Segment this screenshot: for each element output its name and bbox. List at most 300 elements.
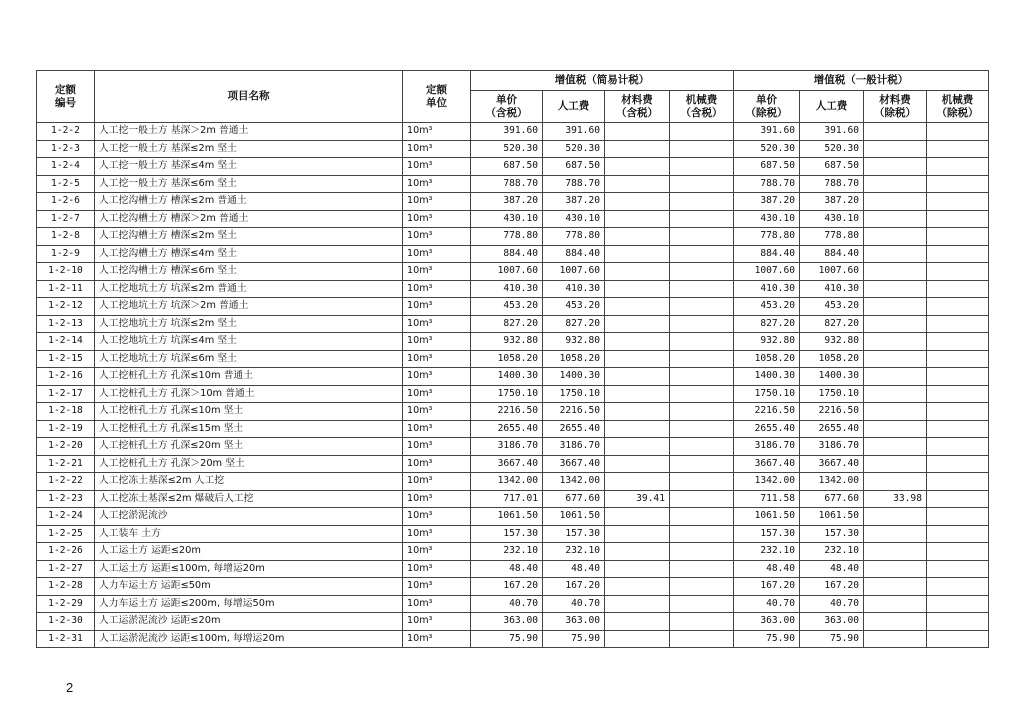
row-unit: 10m³ bbox=[403, 385, 471, 403]
row-unit: 10m³ bbox=[403, 490, 471, 508]
row-unit: 10m³ bbox=[403, 245, 471, 263]
header-group-general-tax: 增值税（一般计税） bbox=[734, 71, 989, 91]
row-name: 人工挖地坑土方 坑深＞2m 普通土 bbox=[95, 298, 403, 316]
row-general-price: 1750.10 bbox=[734, 385, 800, 403]
row-simple-labor: 2655.40 bbox=[543, 420, 605, 438]
row-general-machine bbox=[927, 595, 989, 613]
row-code: 1-2-18 bbox=[37, 403, 95, 421]
row-general-labor: 827.20 bbox=[800, 315, 864, 333]
row-general-material bbox=[864, 455, 927, 473]
row-general-labor: 3667.40 bbox=[800, 455, 864, 473]
row-general-labor: 157.30 bbox=[800, 525, 864, 543]
row-name: 人工挖冻土基深≤2m 人工挖 bbox=[95, 473, 403, 491]
header-name: 项目名称 bbox=[95, 71, 403, 123]
row-code: 1-2-11 bbox=[37, 280, 95, 298]
row-general-machine bbox=[927, 193, 989, 211]
row-unit: 10m³ bbox=[403, 508, 471, 526]
table-row bbox=[37, 455, 989, 473]
row-code: 1-2-19 bbox=[37, 420, 95, 438]
row-general-material bbox=[864, 333, 927, 351]
row-simple-labor: 40.70 bbox=[543, 595, 605, 613]
row-simple-machine bbox=[670, 455, 734, 473]
row-code: 1-2-15 bbox=[37, 350, 95, 368]
row-name: 人工挖桩孔土方 孔深≤10m 坚土 bbox=[95, 403, 403, 421]
row-general-material bbox=[864, 578, 927, 596]
row-general-price: 40.70 bbox=[734, 595, 800, 613]
table-row bbox=[37, 140, 989, 158]
row-unit: 10m³ bbox=[403, 175, 471, 193]
row-general-labor: 687.50 bbox=[800, 158, 864, 176]
table-row bbox=[37, 315, 989, 333]
row-simple-price: 827.20 bbox=[471, 315, 543, 333]
row-general-labor: 391.60 bbox=[800, 123, 864, 141]
row-simple-price: 687.50 bbox=[471, 158, 543, 176]
row-simple-material bbox=[605, 473, 670, 491]
row-code: 1-2-10 bbox=[37, 263, 95, 281]
row-code: 1-2-28 bbox=[37, 578, 95, 596]
row-general-price: 453.20 bbox=[734, 298, 800, 316]
table-row bbox=[37, 175, 989, 193]
row-general-machine bbox=[927, 350, 989, 368]
row-simple-material bbox=[605, 438, 670, 456]
row-simple-price: 167.20 bbox=[471, 578, 543, 596]
row-general-material bbox=[864, 350, 927, 368]
table-row bbox=[37, 560, 989, 578]
row-simple-price: 2216.50 bbox=[471, 403, 543, 421]
row-unit: 10m³ bbox=[403, 368, 471, 386]
row-general-price: 827.20 bbox=[734, 315, 800, 333]
row-name: 人工挖桩孔土方 孔深≤20m 坚土 bbox=[95, 438, 403, 456]
row-simple-machine bbox=[670, 490, 734, 508]
row-simple-price: 232.10 bbox=[471, 543, 543, 561]
row-simple-labor: 1342.00 bbox=[543, 473, 605, 491]
row-code: 1-2-7 bbox=[37, 210, 95, 228]
row-code: 1-2-20 bbox=[37, 438, 95, 456]
row-general-machine bbox=[927, 630, 989, 648]
row-simple-machine bbox=[670, 350, 734, 368]
row-code: 1-2-25 bbox=[37, 525, 95, 543]
row-unit: 10m³ bbox=[403, 403, 471, 421]
row-general-machine bbox=[927, 175, 989, 193]
row-simple-material bbox=[605, 630, 670, 648]
row-simple-machine bbox=[670, 385, 734, 403]
row-name: 人工挖地坑土方 坑深≤2m 坚土 bbox=[95, 315, 403, 333]
row-general-material: 33.98 bbox=[864, 490, 927, 508]
row-simple-machine bbox=[670, 210, 734, 228]
row-simple-labor: 827.20 bbox=[543, 315, 605, 333]
row-simple-labor: 788.70 bbox=[543, 175, 605, 193]
row-simple-material bbox=[605, 175, 670, 193]
table-row bbox=[37, 613, 989, 631]
row-name: 人工挖沟槽土方 槽深＞2m 普通土 bbox=[95, 210, 403, 228]
row-general-machine bbox=[927, 140, 989, 158]
row-general-price: 2655.40 bbox=[734, 420, 800, 438]
row-code: 1-2-27 bbox=[37, 560, 95, 578]
row-simple-material bbox=[605, 560, 670, 578]
row-simple-material bbox=[605, 368, 670, 386]
row-simple-price: 1342.00 bbox=[471, 473, 543, 491]
row-general-price: 387.20 bbox=[734, 193, 800, 211]
row-code: 1-2-24 bbox=[37, 508, 95, 526]
row-name: 人工挖桩孔土方 孔深＞10m 普通土 bbox=[95, 385, 403, 403]
row-general-labor: 884.40 bbox=[800, 245, 864, 263]
row-simple-price: 788.70 bbox=[471, 175, 543, 193]
row-simple-material bbox=[605, 263, 670, 281]
row-simple-machine bbox=[670, 315, 734, 333]
row-general-machine bbox=[927, 123, 989, 141]
row-simple-machine bbox=[670, 140, 734, 158]
row-simple-price: 391.60 bbox=[471, 123, 543, 141]
row-simple-labor: 1061.50 bbox=[543, 508, 605, 526]
row-simple-material bbox=[605, 420, 670, 438]
row-simple-labor: 1058.20 bbox=[543, 350, 605, 368]
row-simple-labor: 687.50 bbox=[543, 158, 605, 176]
row-general-material bbox=[864, 298, 927, 316]
row-name: 人工挖沟槽土方 槽深≤6m 坚土 bbox=[95, 263, 403, 281]
row-name: 人工挖地坑土方 坑深≤4m 坚土 bbox=[95, 333, 403, 351]
row-general-price: 391.60 bbox=[734, 123, 800, 141]
row-general-machine bbox=[927, 228, 989, 246]
row-simple-material bbox=[605, 508, 670, 526]
row-general-labor: 1058.20 bbox=[800, 350, 864, 368]
row-simple-labor: 157.30 bbox=[543, 525, 605, 543]
row-simple-machine bbox=[670, 578, 734, 596]
table-row bbox=[37, 525, 989, 543]
row-simple-machine bbox=[670, 280, 734, 298]
row-general-machine bbox=[927, 315, 989, 333]
row-code: 1-2-26 bbox=[37, 543, 95, 561]
row-general-material bbox=[864, 193, 927, 211]
row-general-machine bbox=[927, 298, 989, 316]
row-general-material bbox=[864, 560, 927, 578]
row-simple-material bbox=[605, 298, 670, 316]
row-simple-machine bbox=[670, 245, 734, 263]
row-name: 人力车运土方 运距≤200m, 每增运50m bbox=[95, 595, 403, 613]
row-general-material bbox=[864, 385, 927, 403]
quota-table bbox=[36, 70, 989, 648]
row-general-labor: 1007.60 bbox=[800, 263, 864, 281]
row-general-material bbox=[864, 473, 927, 491]
row-simple-labor: 48.40 bbox=[543, 560, 605, 578]
row-simple-machine bbox=[670, 508, 734, 526]
row-simple-labor: 232.10 bbox=[543, 543, 605, 561]
row-name: 人工挖一般土方 基深≤2m 坚土 bbox=[95, 140, 403, 158]
row-simple-machine bbox=[670, 368, 734, 386]
row-simple-price: 2655.40 bbox=[471, 420, 543, 438]
row-simple-material bbox=[605, 525, 670, 543]
row-simple-price: 3667.40 bbox=[471, 455, 543, 473]
row-simple-labor: 410.30 bbox=[543, 280, 605, 298]
row-general-material bbox=[864, 228, 927, 246]
row-general-machine bbox=[927, 508, 989, 526]
row-general-machine bbox=[927, 613, 989, 631]
row-simple-material bbox=[605, 228, 670, 246]
row-general-labor: 788.70 bbox=[800, 175, 864, 193]
row-name: 人工挖地坑土方 坑深≤2m 普通土 bbox=[95, 280, 403, 298]
row-general-machine bbox=[927, 403, 989, 421]
row-simple-machine bbox=[670, 298, 734, 316]
row-general-price: 1342.00 bbox=[734, 473, 800, 491]
table-row bbox=[37, 298, 989, 316]
row-unit: 10m³ bbox=[403, 543, 471, 561]
table-row bbox=[37, 245, 989, 263]
row-simple-machine bbox=[670, 438, 734, 456]
row-general-labor: 387.20 bbox=[800, 193, 864, 211]
row-simple-material: 39.41 bbox=[605, 490, 670, 508]
row-unit: 10m³ bbox=[403, 210, 471, 228]
row-general-price: 410.30 bbox=[734, 280, 800, 298]
row-general-labor: 167.20 bbox=[800, 578, 864, 596]
row-general-price: 932.80 bbox=[734, 333, 800, 351]
row-name: 人工挖冻土基深≤2m 爆破后人工挖 bbox=[95, 490, 403, 508]
row-name: 人工挖桩孔土方 孔深≤10m 普通土 bbox=[95, 368, 403, 386]
table-row bbox=[37, 420, 989, 438]
row-simple-price: 778.80 bbox=[471, 228, 543, 246]
row-general-material bbox=[864, 263, 927, 281]
row-general-labor: 363.00 bbox=[800, 613, 864, 631]
row-general-labor: 3186.70 bbox=[800, 438, 864, 456]
header-general-price: 单价 （除税） bbox=[734, 91, 800, 123]
row-general-machine bbox=[927, 368, 989, 386]
row-general-machine bbox=[927, 525, 989, 543]
row-general-machine bbox=[927, 578, 989, 596]
row-general-price: 232.10 bbox=[734, 543, 800, 561]
row-general-labor: 1750.10 bbox=[800, 385, 864, 403]
row-unit: 10m³ bbox=[403, 298, 471, 316]
table-row bbox=[37, 280, 989, 298]
row-simple-material bbox=[605, 350, 670, 368]
row-code: 1-2-23 bbox=[37, 490, 95, 508]
row-simple-machine bbox=[670, 333, 734, 351]
row-unit: 10m³ bbox=[403, 333, 471, 351]
row-general-price: 1061.50 bbox=[734, 508, 800, 526]
row-code: 1-2-30 bbox=[37, 613, 95, 631]
row-general-labor: 410.30 bbox=[800, 280, 864, 298]
row-general-labor: 40.70 bbox=[800, 595, 864, 613]
table-row bbox=[37, 210, 989, 228]
header-general-labor: 人工费 bbox=[800, 91, 864, 123]
row-code: 1-2-16 bbox=[37, 368, 95, 386]
row-simple-labor: 3186.70 bbox=[543, 438, 605, 456]
table-row bbox=[37, 350, 989, 368]
row-simple-labor: 778.80 bbox=[543, 228, 605, 246]
header-row-top bbox=[37, 71, 989, 91]
table-row bbox=[37, 438, 989, 456]
header-unit: 定额 单位 bbox=[403, 71, 471, 123]
row-name: 人工挖一般土方 基深≤4m 坚土 bbox=[95, 158, 403, 176]
row-unit: 10m³ bbox=[403, 455, 471, 473]
row-simple-material bbox=[605, 578, 670, 596]
row-code: 1-2-31 bbox=[37, 630, 95, 648]
row-simple-material bbox=[605, 140, 670, 158]
table-body bbox=[37, 123, 989, 648]
row-simple-material bbox=[605, 158, 670, 176]
row-unit: 10m³ bbox=[403, 420, 471, 438]
row-simple-price: 1007.60 bbox=[471, 263, 543, 281]
row-simple-machine bbox=[670, 560, 734, 578]
row-general-price: 48.40 bbox=[734, 560, 800, 578]
row-simple-price: 157.30 bbox=[471, 525, 543, 543]
row-simple-material bbox=[605, 245, 670, 263]
row-general-labor: 2655.40 bbox=[800, 420, 864, 438]
row-unit: 10m³ bbox=[403, 473, 471, 491]
row-simple-price: 453.20 bbox=[471, 298, 543, 316]
row-general-material bbox=[864, 508, 927, 526]
header-simple-material: 材料费 （含税） bbox=[605, 91, 670, 123]
row-simple-material bbox=[605, 193, 670, 211]
row-simple-material bbox=[605, 385, 670, 403]
row-simple-labor: 1007.60 bbox=[543, 263, 605, 281]
table-row bbox=[37, 595, 989, 613]
row-general-machine bbox=[927, 420, 989, 438]
row-general-material bbox=[864, 315, 927, 333]
row-unit: 10m³ bbox=[403, 193, 471, 211]
table-row bbox=[37, 543, 989, 561]
row-general-material bbox=[864, 595, 927, 613]
row-simple-price: 1058.20 bbox=[471, 350, 543, 368]
row-code: 1-2-5 bbox=[37, 175, 95, 193]
row-general-labor: 520.30 bbox=[800, 140, 864, 158]
row-general-price: 75.90 bbox=[734, 630, 800, 648]
row-simple-machine bbox=[670, 403, 734, 421]
row-simple-machine bbox=[670, 263, 734, 281]
row-code: 1-2-13 bbox=[37, 315, 95, 333]
header-group-simple-tax: 增值税（简易计税） bbox=[471, 71, 734, 91]
row-simple-machine bbox=[670, 595, 734, 613]
row-general-material bbox=[864, 245, 927, 263]
table-row bbox=[37, 333, 989, 351]
row-name: 人工运淤泥流沙 运距≤100m, 每增运20m bbox=[95, 630, 403, 648]
row-simple-price: 430.10 bbox=[471, 210, 543, 228]
table-row bbox=[37, 158, 989, 176]
row-general-price: 778.80 bbox=[734, 228, 800, 246]
row-unit: 10m³ bbox=[403, 595, 471, 613]
row-unit: 10m³ bbox=[403, 560, 471, 578]
row-simple-labor: 363.00 bbox=[543, 613, 605, 631]
row-general-price: 1007.60 bbox=[734, 263, 800, 281]
row-code: 1-2-12 bbox=[37, 298, 95, 316]
row-code: 1-2-22 bbox=[37, 473, 95, 491]
row-general-price: 3667.40 bbox=[734, 455, 800, 473]
table-row bbox=[37, 490, 989, 508]
row-unit: 10m³ bbox=[403, 350, 471, 368]
row-unit: 10m³ bbox=[403, 525, 471, 543]
row-simple-price: 410.30 bbox=[471, 280, 543, 298]
row-simple-machine bbox=[670, 613, 734, 631]
row-simple-labor: 391.60 bbox=[543, 123, 605, 141]
row-name: 人工挖一般土方 基深＞2m 普通土 bbox=[95, 123, 403, 141]
header-simple-price: 单价 （含税） bbox=[471, 91, 543, 123]
row-general-material bbox=[864, 158, 927, 176]
row-name: 人工挖桩孔土方 孔深≤15m 坚土 bbox=[95, 420, 403, 438]
row-simple-material bbox=[605, 455, 670, 473]
row-code: 1-2-8 bbox=[37, 228, 95, 246]
row-simple-labor: 1750.10 bbox=[543, 385, 605, 403]
row-general-machine bbox=[927, 263, 989, 281]
row-name: 人工挖沟槽土方 槽深≤2m 普通土 bbox=[95, 193, 403, 211]
row-general-material bbox=[864, 140, 927, 158]
row-simple-machine bbox=[670, 193, 734, 211]
row-unit: 10m³ bbox=[403, 630, 471, 648]
row-general-material bbox=[864, 403, 927, 421]
row-general-labor: 677.60 bbox=[800, 490, 864, 508]
row-simple-machine bbox=[670, 228, 734, 246]
row-general-labor: 232.10 bbox=[800, 543, 864, 561]
row-general-labor: 48.40 bbox=[800, 560, 864, 578]
row-general-price: 3186.70 bbox=[734, 438, 800, 456]
row-simple-machine bbox=[670, 525, 734, 543]
row-simple-price: 40.70 bbox=[471, 595, 543, 613]
row-general-labor: 1400.30 bbox=[800, 368, 864, 386]
row-simple-price: 387.20 bbox=[471, 193, 543, 211]
row-unit: 10m³ bbox=[403, 280, 471, 298]
row-general-machine bbox=[927, 543, 989, 561]
row-general-material bbox=[864, 630, 927, 648]
header-code: 定额 编号 bbox=[37, 71, 95, 123]
row-simple-price: 363.00 bbox=[471, 613, 543, 631]
table-row bbox=[37, 385, 989, 403]
row-simple-labor: 387.20 bbox=[543, 193, 605, 211]
row-general-machine bbox=[927, 158, 989, 176]
table-row bbox=[37, 263, 989, 281]
row-general-labor: 1061.50 bbox=[800, 508, 864, 526]
row-simple-material bbox=[605, 210, 670, 228]
row-simple-price: 1061.50 bbox=[471, 508, 543, 526]
row-simple-material bbox=[605, 543, 670, 561]
row-name: 人工运土方 运距≤20m bbox=[95, 543, 403, 561]
row-general-machine bbox=[927, 385, 989, 403]
row-code: 1-2-4 bbox=[37, 158, 95, 176]
row-name: 人工运淤泥流沙 运距≤20m bbox=[95, 613, 403, 631]
row-name: 人工挖地坑土方 坑深≤6m 坚土 bbox=[95, 350, 403, 368]
row-general-price: 687.50 bbox=[734, 158, 800, 176]
row-general-labor: 2216.50 bbox=[800, 403, 864, 421]
header-general-machine: 机械费 （除税） bbox=[927, 91, 989, 123]
table-row bbox=[37, 403, 989, 421]
row-unit: 10m³ bbox=[403, 140, 471, 158]
row-general-price: 520.30 bbox=[734, 140, 800, 158]
row-simple-labor: 167.20 bbox=[543, 578, 605, 596]
row-simple-labor: 677.60 bbox=[543, 490, 605, 508]
row-simple-labor: 932.80 bbox=[543, 333, 605, 351]
header-general-material: 材料费 （除税） bbox=[864, 91, 927, 123]
row-name: 人工挖沟槽土方 槽深≤4m 坚土 bbox=[95, 245, 403, 263]
row-simple-material bbox=[605, 403, 670, 421]
row-simple-labor: 453.20 bbox=[543, 298, 605, 316]
row-general-price: 711.58 bbox=[734, 490, 800, 508]
row-general-material bbox=[864, 368, 927, 386]
row-name: 人力车运土方 运距≤50m bbox=[95, 578, 403, 596]
page-number: 2 bbox=[66, 680, 74, 695]
row-general-material bbox=[864, 210, 927, 228]
row-code: 1-2-29 bbox=[37, 595, 95, 613]
row-simple-machine bbox=[670, 543, 734, 561]
row-general-labor: 430.10 bbox=[800, 210, 864, 228]
row-unit: 10m³ bbox=[403, 578, 471, 596]
table-row bbox=[37, 630, 989, 648]
row-general-machine bbox=[927, 490, 989, 508]
row-simple-material bbox=[605, 280, 670, 298]
row-general-price: 157.30 bbox=[734, 525, 800, 543]
row-unit: 10m³ bbox=[403, 263, 471, 281]
row-general-machine bbox=[927, 280, 989, 298]
row-name: 人工运土方 运距≤100m, 每增运20m bbox=[95, 560, 403, 578]
row-simple-price: 717.01 bbox=[471, 490, 543, 508]
row-simple-material bbox=[605, 595, 670, 613]
row-simple-material bbox=[605, 315, 670, 333]
row-simple-price: 1400.30 bbox=[471, 368, 543, 386]
row-unit: 10m³ bbox=[403, 438, 471, 456]
